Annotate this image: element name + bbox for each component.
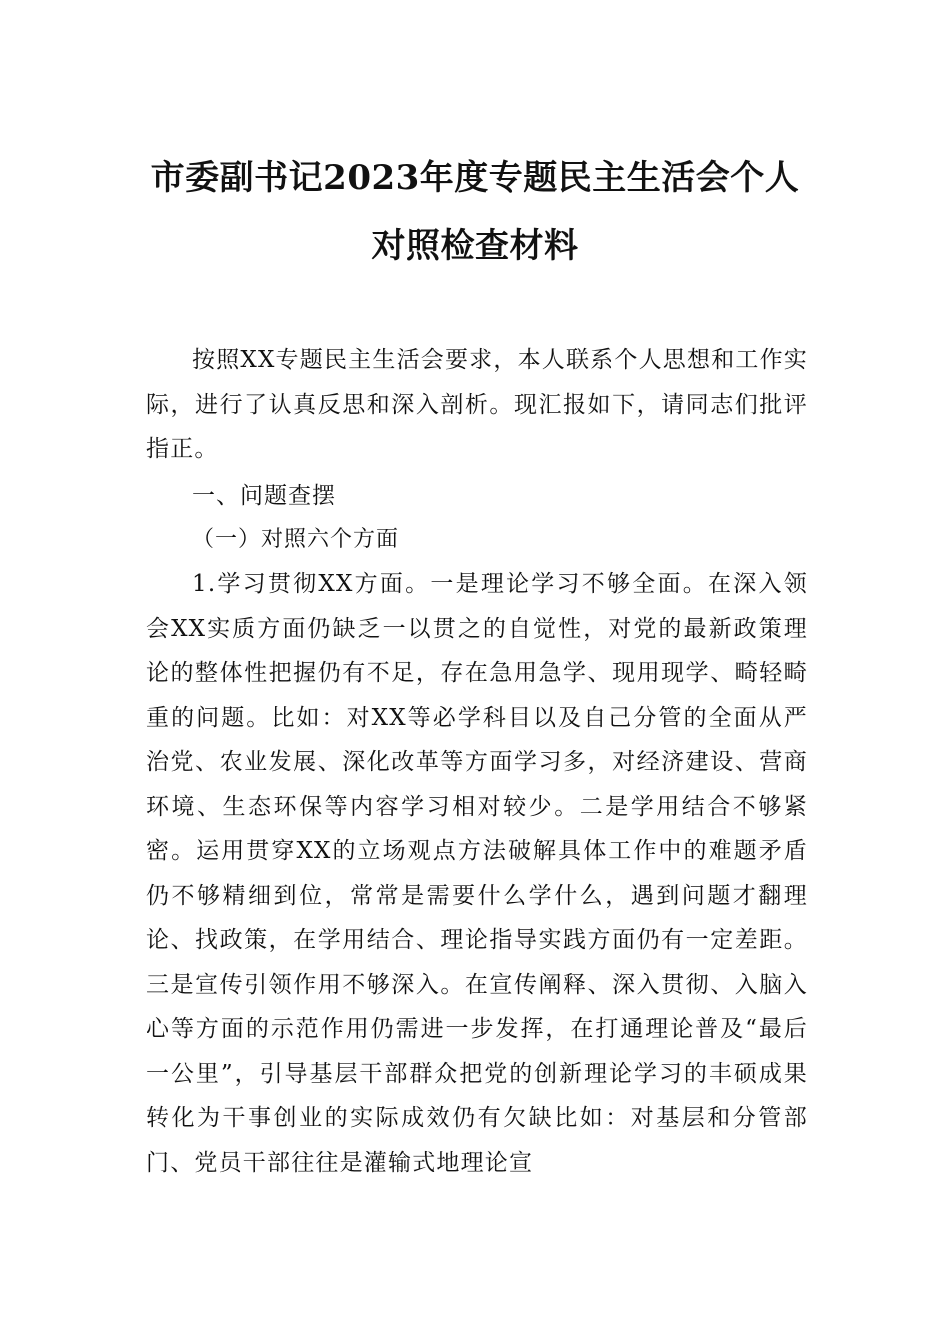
- document-title-line-1: 市委副书记2023年度专题民主生活会个人: [150, 158, 800, 198]
- document-title-line-2: 对照检查材料: [371, 226, 579, 266]
- paragraph-study-implementation: 1.学习贯彻XX方面。一是理论学习不够全面。在深入领会XX实质方面仍缺乏一以贯之的自觉性，对党的最新政策理论的整体性把握仍有不足，存在急用急学、现用现学、畸轻畸重的问题。比如：对XX等必学科目以及自己分管的全面从严治党、农业发展、深化改革等方面学习多，对经济建设、营商环境、生态环保等内容学习相对较少。二是学用结合不够紧密。运用贯穿XX的立场观点方法破解具体工作中的难题矛盾仍不够精细到位，常常是需要什么学什么，遇到问题才翻理论、找政策，在学用结合、理论指导实践方面仍有一定差距。三是宣传引领作用不够深入。在宣传阐释、深入贯彻、入脑入心等方面的示范作用仍需进一步发挥，在打通理论普及“最后一公里”，引导基层干部群众把党的创新理论学习的丰硕成果转化为干事创业的实际成效仍有欠缺比如：对基层和分管部门、党员干部往往是灌输式地理论宣: [146, 571, 808, 1176]
- subsection-heading-six-aspects: （一）对照六个方面: [192, 527, 400, 552]
- section-heading-problems: 一、问题查摆: [192, 483, 336, 509]
- intro-paragraph: 按照XX专题民主生活会要求，本人联系个人思想和工作实际，进行了认真反思和深入剖析。现汇报如下，请同志们批评指正。: [146, 347, 808, 462]
